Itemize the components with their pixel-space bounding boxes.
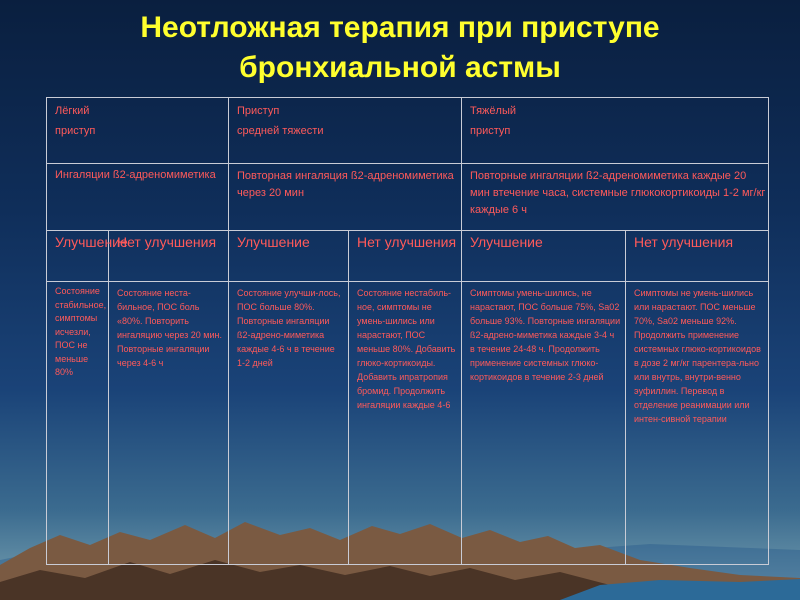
table-row-details — [47, 282, 769, 565]
details-severe-improved-text: Симптомы умень-шились, не нарастают, ПОС больше 75%, Sa02 больше 93%. Повторные ингаляции ß2-адрено-миметика каждые 3-4 ч в течение 24-48 ч. Продолжить применение системных глюко-кортикоидов в течение 2-3 дней — [470, 288, 621, 382]
outcome-mild-not-improved-text: Нет улучшения — [117, 234, 217, 250]
severity-severe-line-2: приступ — [470, 125, 511, 137]
title-line-1: Неотложная терапия при приступе — [140, 11, 660, 44]
outcome-moderate-improved — [229, 231, 349, 282]
title-line-2: бронхиальной астмы — [239, 51, 561, 84]
initial-moderate-text: Повторная ингаляция ß2-адреномиметика через 20 мин — [237, 170, 454, 199]
severity-mild-line-1: Лёгкий — [55, 105, 90, 117]
details-severe-not-improved — [626, 282, 769, 565]
outcome-severe-not-improved-text: Нет улучшения — [634, 234, 734, 250]
severity-mild — [47, 98, 229, 164]
details-moderate-not-improved-text: Состояние нестабиль-ное, симптомы не умень-шились или нарастают, ПОС меньше 80%. Добавить глюко-кортикоиды. Добавить ипратропия бромид. Продолжить ингаляции каждые 4-6 — [357, 288, 456, 410]
details-moderate-improved-text: Состояние улучши-лось, ПОС больше 80%. Повторные ингаляции ß2-адрено-миметика каждые 4-6 ч в течение 1-2 дней — [237, 288, 341, 368]
details-mild-improved — [47, 282, 109, 565]
initial-mild — [47, 164, 229, 231]
table-row-severity — [47, 98, 769, 164]
outcome-moderate-not-improved — [349, 231, 462, 282]
details-moderate-not-improved — [349, 282, 462, 565]
severity-moderate-line-2: средней тяжести — [237, 125, 324, 137]
severity-severe — [462, 98, 769, 164]
outcome-mild-improved-text: Улучшение — [55, 234, 128, 250]
outcome-moderate-not-improved-text: Нет улучшения — [357, 234, 457, 250]
details-mild-not-improved — [109, 282, 229, 565]
outcome-severe-improved-text: Улучшение — [470, 234, 543, 250]
therapy-table — [46, 97, 769, 565]
details-severe-improved — [462, 282, 626, 565]
outcome-mild-improved — [47, 231, 128, 282]
outcome-severe-improved — [462, 231, 626, 282]
table-row-initial — [47, 164, 769, 231]
initial-severe — [462, 164, 769, 231]
outcome-mild-not-improved — [109, 231, 229, 282]
details-moderate-improved — [229, 282, 349, 565]
page-title — [0, 8, 800, 88]
severity-moderate-line-1: Приступ — [237, 105, 280, 117]
severity-severe-line-1: Тяжёлый — [470, 105, 517, 117]
details-severe-not-improved-text: Симптомы не умень-шились или нарастают. ПОС меньше 70%, Sa02 меньше 92%. Продолжить применение системных глюко-кортикоидов в дозе 2 мг/кг парентера-льно или внутрь, внутри-венно эуфиллин. Перевод в отделение реанимации или интен-сивной терапии — [634, 288, 761, 424]
severity-moderate — [229, 98, 462, 164]
table-row-outcome — [47, 231, 769, 282]
details-mild-improved-text: Состояние стабильное, симптомы исчезли, ПОС не меньше 80% — [55, 286, 107, 377]
initial-moderate — [229, 164, 462, 231]
initial-severe-text: Повторные ингаляции ß2-адреномиметика каждые 20 мин втечение часа, системные глюкокортикоиды 1-2 мг/кг каждые 6 ч — [470, 170, 766, 216]
outcome-moderate-improved-text: Улучшение — [237, 234, 310, 250]
severity-mild-line-2: приступ — [55, 125, 96, 137]
details-mild-not-improved-text: Состояние неста-бильное, ПОС боль «80%. Повторить ингаляцию через 20 мин. Повторные ингаляции через 4-6 ч — [117, 288, 222, 368]
outcome-severe-not-improved — [626, 231, 769, 282]
initial-mild-text: Ингаляции ß2-адреномиметика — [55, 169, 216, 181]
